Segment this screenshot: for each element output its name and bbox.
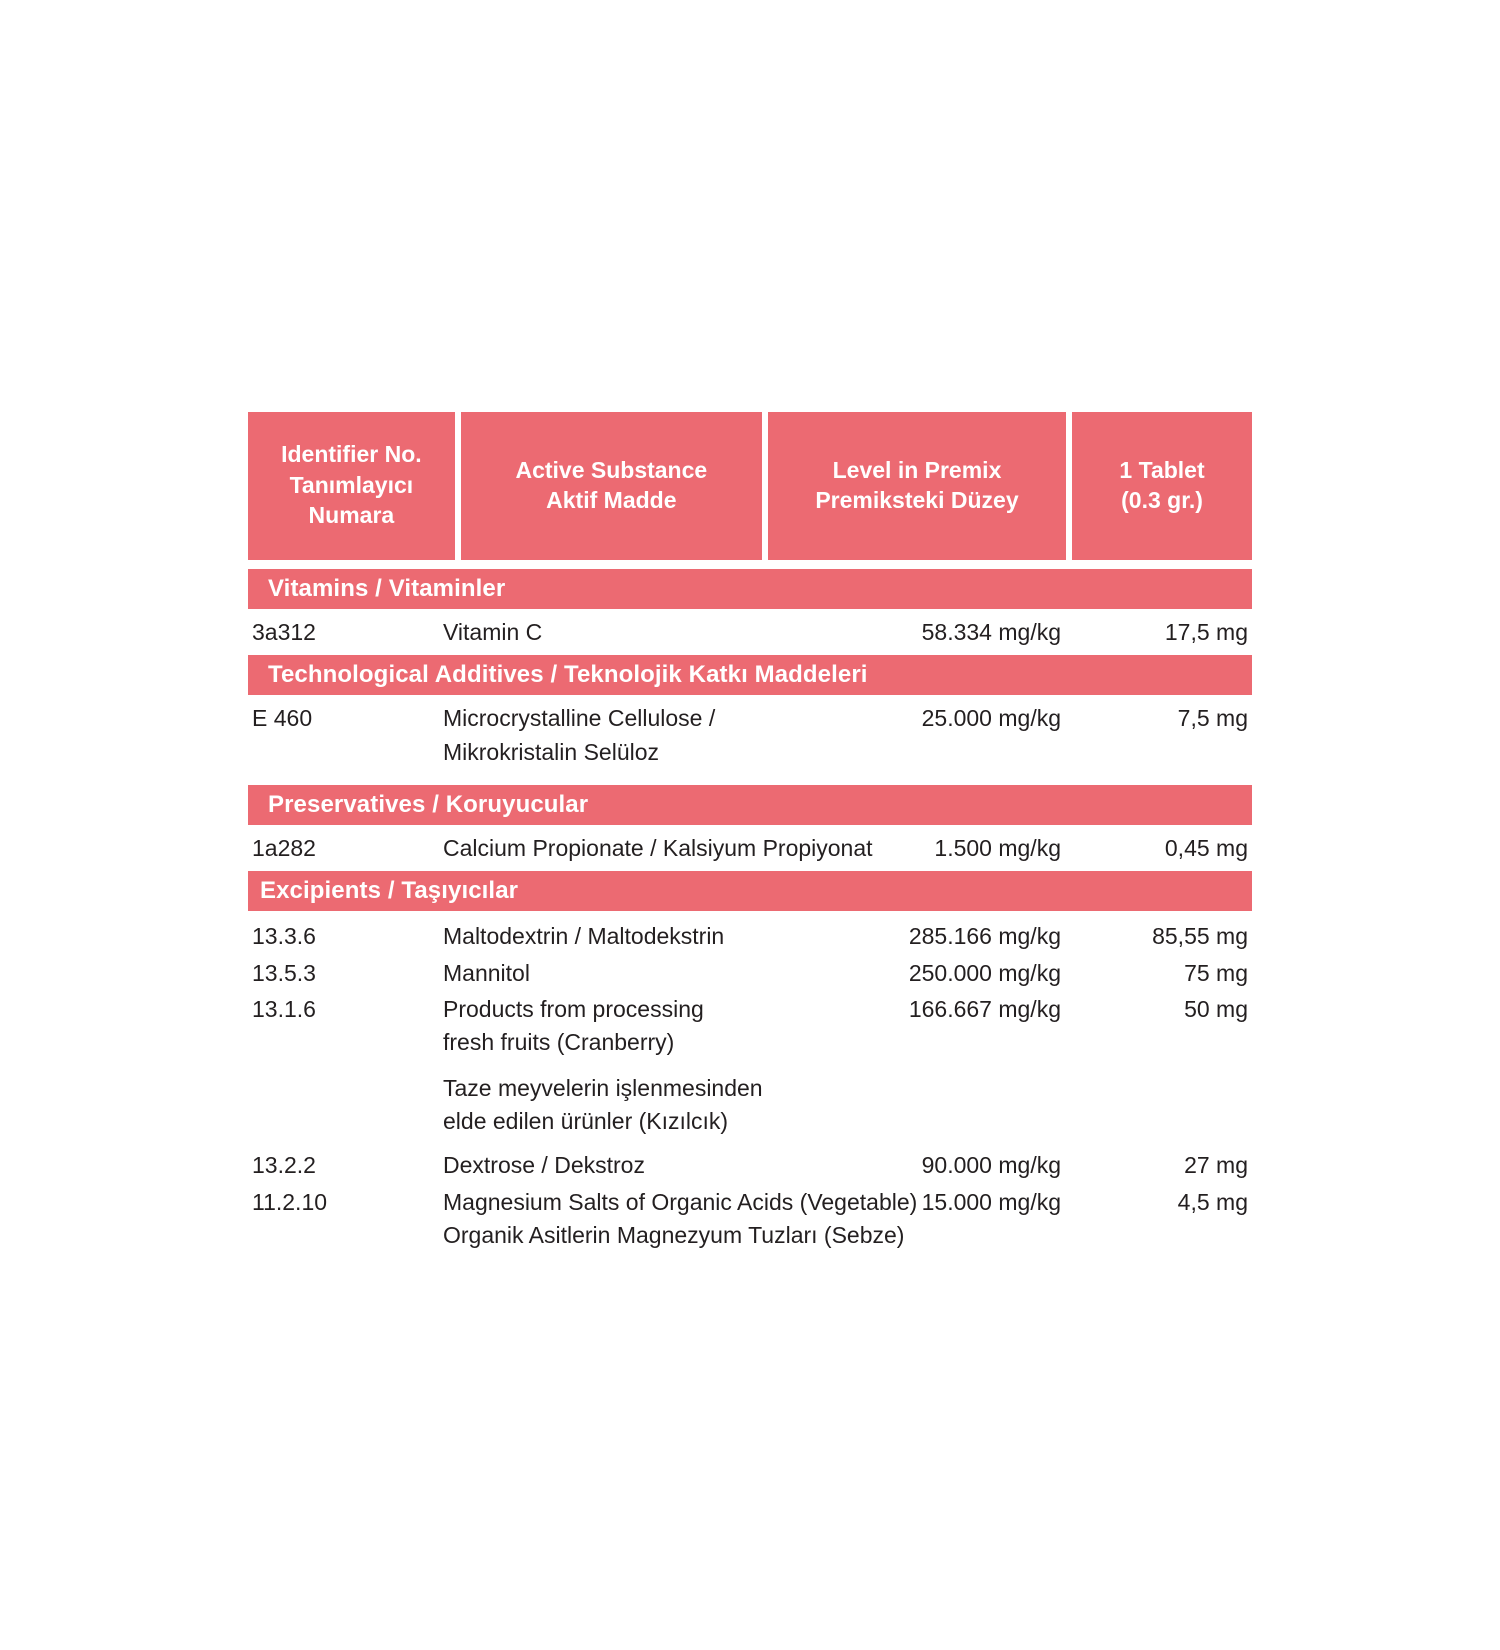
cell-identifier: 13.1.6	[252, 996, 316, 1023]
substance-line: fresh fruits (Cranberry)	[443, 1029, 675, 1056]
header-line: Level in Premix	[832, 456, 1002, 483]
cell-substance	[443, 1149, 758, 1182]
substance-line: Magnesium Salts of Organic Acids (Vegetable)	[443, 1188, 918, 1215]
substance-line: elde edilen ürünler (Kızılcık)	[443, 1108, 729, 1135]
header-line: 1 Tablet	[1119, 456, 1205, 483]
header-identifier-no	[248, 412, 455, 560]
substance-line: Taze meyvelerin işlenmesinden	[443, 1074, 763, 1101]
cell-tablet: 0,45 mg	[1164, 835, 1248, 862]
table-row	[248, 1139, 1252, 1183]
header-line: Premiksteki Düzey	[815, 487, 1019, 513]
cell-tablet: 7,5 mg	[1177, 705, 1248, 732]
substance-line: Maltodextrin / Maltodekstrin	[443, 923, 725, 950]
cell-tablet: 85,55 mg	[1152, 923, 1248, 950]
section-rows-preservatives	[248, 825, 1252, 871]
cell-identifier: 11.2.10	[252, 1188, 328, 1215]
cell-substance	[443, 702, 758, 769]
cell-tablet: 50 mg	[1184, 996, 1248, 1023]
header-line: Identifier No.	[281, 441, 422, 468]
table-row	[248, 609, 1252, 655]
header-line: Numara	[308, 502, 395, 529]
cell-tablet: 75 mg	[1184, 959, 1248, 986]
cell-identifier: 13.5.3	[252, 959, 316, 986]
substance-line: Mannitol	[443, 959, 530, 986]
cell-identifier: 13.3.6	[252, 923, 316, 950]
header-line: Aktif Madde	[546, 487, 677, 513]
substance-line: Mikrokristalin Selüloz	[443, 738, 660, 765]
substance-line: Dextrose / Dekstroz	[443, 1152, 645, 1179]
header-one-tablet	[1072, 412, 1252, 560]
cell-level: 166.667 mg/kg	[908, 996, 1061, 1023]
cell-substance	[443, 832, 873, 865]
substance-line: Vitamin C	[443, 619, 543, 645]
table-row	[248, 911, 1252, 954]
section-header-excipients: Excipients / Taşıyıcılar	[248, 871, 1252, 911]
cell-identifier: 13.2.2	[252, 1152, 316, 1179]
cell-level: 25.000 mg/kg	[921, 705, 1061, 732]
section-header-preservatives: Preservatives / Koruyucular	[248, 785, 1252, 825]
section-header-technological-additives: Technological Additives / Teknolojik Katkı Maddeleri	[248, 655, 1252, 695]
cell-substance	[443, 957, 758, 990]
section-rows-excipients	[248, 911, 1252, 1253]
table-header-row	[248, 412, 1252, 560]
cell-tablet: 17,5 mg	[1164, 619, 1248, 645]
table-row	[248, 695, 1252, 775]
table-row	[248, 1184, 1252, 1254]
substance-line: Microcrystalline Cellulose /	[443, 705, 716, 732]
cell-level: 90.000 mg/kg	[921, 1152, 1061, 1179]
table-row	[248, 825, 1252, 871]
cell-substance	[443, 993, 763, 1138]
table-row	[248, 955, 1252, 991]
cell-level: 1.500 mg/kg	[934, 835, 1061, 862]
substance-line: Organik Asitlerin Magnezyum Tuzları (Sebze)	[443, 1222, 905, 1249]
section-rows-vitamins	[248, 609, 1252, 655]
header-active-substance	[461, 412, 762, 560]
cell-level: 285.166 mg/kg	[908, 923, 1061, 950]
table-row	[248, 991, 1252, 1139]
section-header-vitamins: Vitamins / Vitaminler	[248, 569, 1252, 609]
cell-level: 58.334 mg/kg	[921, 619, 1061, 645]
cell-substance	[443, 616, 758, 649]
cell-substance	[443, 1186, 918, 1253]
cell-level: 15.000 mg/kg	[921, 1188, 1061, 1215]
substance-line: Calcium Propionate / Kalsiyum Propiyonat	[443, 835, 873, 862]
substance-line: Products from processing	[443, 996, 704, 1023]
header-level-in-premix	[768, 412, 1066, 560]
cell-identifier: 1a282	[252, 835, 316, 862]
spacer	[248, 775, 1252, 785]
ingredients-table	[248, 412, 1252, 1253]
header-line: Tanımlayıcı	[289, 471, 414, 498]
header-line: (0.3 gr.)	[1121, 487, 1203, 513]
cell-substance	[443, 920, 758, 953]
cell-tablet: 27 mg	[1184, 1152, 1248, 1179]
cell-level: 250.000 mg/kg	[908, 959, 1061, 986]
section-rows-technological-additives	[248, 695, 1252, 775]
cell-identifier: E 460	[252, 705, 313, 732]
header-line: Active Substance	[515, 456, 708, 483]
cell-identifier: 3a312	[252, 619, 316, 645]
cell-tablet: 4,5 mg	[1177, 1188, 1248, 1215]
